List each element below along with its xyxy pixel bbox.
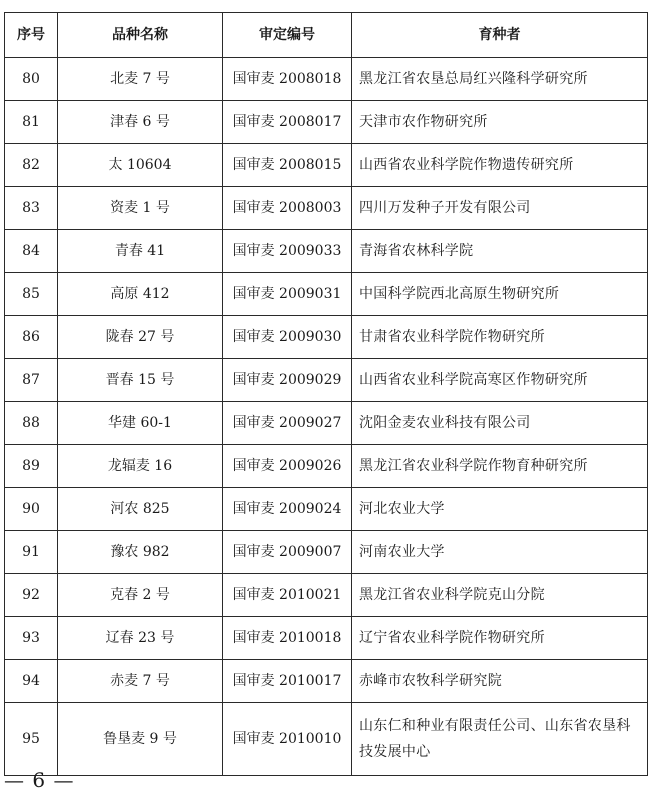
serial-number-cell: 90 xyxy=(5,488,58,531)
variety-name-cell: 龙辐麦 16 xyxy=(58,445,223,488)
serial-number-cell: 81 xyxy=(5,101,58,144)
variety-name-cell: 陇春 27 号 xyxy=(58,316,223,359)
approval-code-cell: 国审麦 2008015 xyxy=(223,144,352,187)
approval-code-cell: 国审麦 2008003 xyxy=(223,187,352,230)
table-row xyxy=(5,488,648,531)
approval-code-cell: 国审麦 2010017 xyxy=(223,660,352,703)
variety-name-cell: 北麦 7 号 xyxy=(58,58,223,101)
table-row xyxy=(5,574,648,617)
serial-number-cell: 84 xyxy=(5,230,58,273)
variety-name-cell: 太 10604 xyxy=(58,144,223,187)
variety-name-cell: 豫农 982 xyxy=(58,531,223,574)
approval-code-cell: 国审麦 2010018 xyxy=(223,617,352,660)
variety-name-cell: 赤麦 7 号 xyxy=(58,660,223,703)
breeder-cell: 山西省农业科学院作物遗传研究所 xyxy=(352,144,648,187)
variety-name-cell: 青春 41 xyxy=(58,230,223,273)
header-variety-name: 品种名称 xyxy=(58,13,223,58)
variety-table-container xyxy=(4,12,647,776)
table-header-row xyxy=(5,13,648,58)
serial-number-cell: 80 xyxy=(5,58,58,101)
breeder-cell: 山西省农业科学院高寒区作物研究所 xyxy=(352,359,648,402)
variety-table xyxy=(4,12,648,776)
breeder-cell: 黑龙江省农垦总局红兴隆科学研究所 xyxy=(352,58,648,101)
variety-name-cell: 河农 825 xyxy=(58,488,223,531)
serial-number-cell: 95 xyxy=(5,703,58,776)
serial-number-cell: 87 xyxy=(5,359,58,402)
approval-code-cell: 国审麦 2009030 xyxy=(223,316,352,359)
breeder-cell: 河北农业大学 xyxy=(352,488,648,531)
serial-number-cell: 94 xyxy=(5,660,58,703)
table-row xyxy=(5,316,648,359)
breeder-cell: 黑龙江省农业科学院克山分院 xyxy=(352,574,648,617)
table-row xyxy=(5,58,648,101)
table-row xyxy=(5,144,648,187)
serial-number-cell: 83 xyxy=(5,187,58,230)
breeder-cell: 河南农业大学 xyxy=(352,531,648,574)
breeder-cell: 天津市农作物研究所 xyxy=(352,101,648,144)
serial-number-cell: 85 xyxy=(5,273,58,316)
page-number: — 6 — xyxy=(4,768,75,792)
serial-number-cell: 88 xyxy=(5,402,58,445)
approval-code-cell: 国审麦 2010021 xyxy=(223,574,352,617)
serial-number-cell: 92 xyxy=(5,574,58,617)
approval-code-cell: 国审麦 2009031 xyxy=(223,273,352,316)
breeder-cell: 中国科学院西北高原生物研究所 xyxy=(352,273,648,316)
breeder-cell: 沈阳金麦农业科技有限公司 xyxy=(352,402,648,445)
serial-number-cell: 91 xyxy=(5,531,58,574)
variety-name-cell: 高原 412 xyxy=(58,273,223,316)
table-row xyxy=(5,101,648,144)
table-row xyxy=(5,445,648,488)
table-row xyxy=(5,230,648,273)
breeder-cell: 黑龙江省农业科学院作物育种研究所 xyxy=(352,445,648,488)
variety-name-cell: 资麦 1 号 xyxy=(58,187,223,230)
approval-code-cell: 国审麦 2009026 xyxy=(223,445,352,488)
approval-code-cell: 国审麦 2009007 xyxy=(223,531,352,574)
breeder-cell: 辽宁省农业科学院作物研究所 xyxy=(352,617,648,660)
breeder-cell: 青海省农林科学院 xyxy=(352,230,648,273)
variety-name-cell: 辽春 23 号 xyxy=(58,617,223,660)
table-row xyxy=(5,273,648,316)
variety-name-cell: 克春 2 号 xyxy=(58,574,223,617)
table-row xyxy=(5,187,648,230)
approval-code-cell: 国审麦 2009033 xyxy=(223,230,352,273)
approval-code-cell: 国审麦 2008018 xyxy=(223,58,352,101)
serial-number-cell: 86 xyxy=(5,316,58,359)
variety-name-cell: 鲁垦麦 9 号 xyxy=(58,703,223,776)
breeder-cell: 四川万发种子开发有限公司 xyxy=(352,187,648,230)
serial-number-cell: 89 xyxy=(5,445,58,488)
breeder-cell: 山东仁和种业有限责任公司、山东省农垦科技发展中心 xyxy=(352,703,648,776)
table-row xyxy=(5,359,648,402)
table-row xyxy=(5,660,648,703)
breeder-cell: 赤峰市农牧科学研究院 xyxy=(352,660,648,703)
approval-code-cell: 国审麦 2009029 xyxy=(223,359,352,402)
table-row xyxy=(5,703,648,776)
table-row xyxy=(5,402,648,445)
variety-name-cell: 华建 60-1 xyxy=(58,402,223,445)
approval-code-cell: 国审麦 2010010 xyxy=(223,703,352,776)
table-row xyxy=(5,617,648,660)
header-serial-number: 序号 xyxy=(5,13,58,58)
approval-code-cell: 国审麦 2008017 xyxy=(223,101,352,144)
serial-number-cell: 93 xyxy=(5,617,58,660)
table-row xyxy=(5,531,648,574)
header-breeder: 育种者 xyxy=(352,13,648,58)
approval-code-cell: 国审麦 2009027 xyxy=(223,402,352,445)
approval-code-cell: 国审麦 2009024 xyxy=(223,488,352,531)
table-body xyxy=(5,58,648,776)
serial-number-cell: 82 xyxy=(5,144,58,187)
variety-name-cell: 晋春 15 号 xyxy=(58,359,223,402)
header-approval-code: 审定编号 xyxy=(223,13,352,58)
variety-name-cell: 津春 6 号 xyxy=(58,101,223,144)
breeder-cell: 甘肃省农业科学院作物研究所 xyxy=(352,316,648,359)
